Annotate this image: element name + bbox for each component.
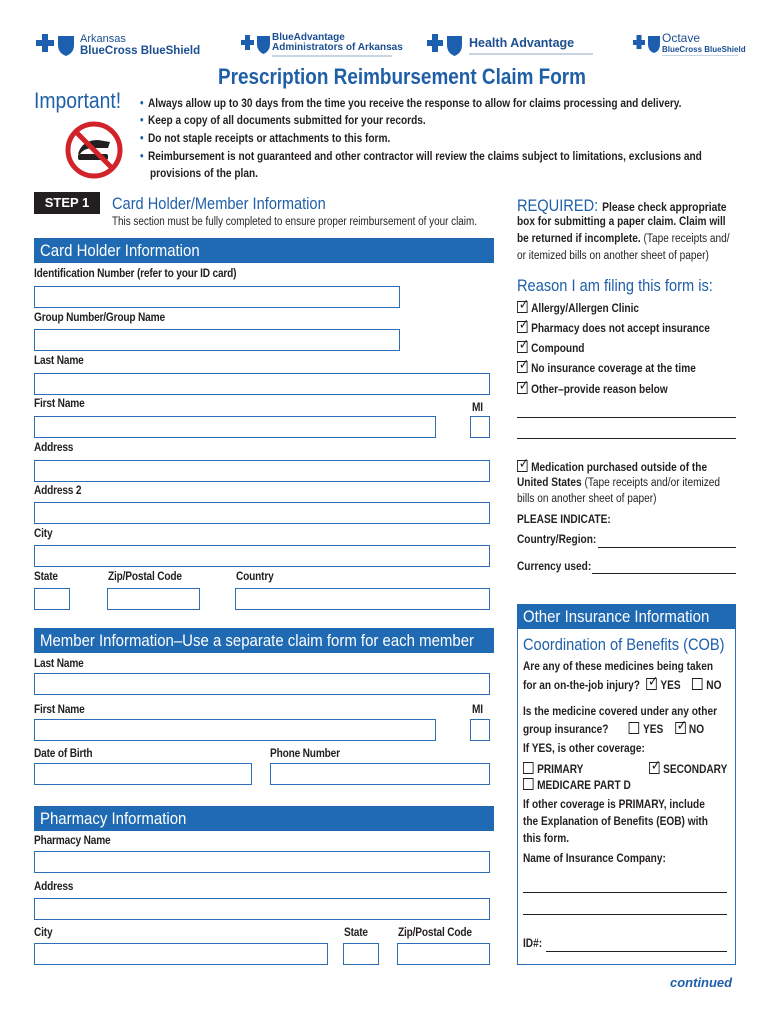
pharmacy-name-field[interactable] bbox=[34, 851, 490, 873]
important-bullet: • Do not staple receipts or attachments to this form. bbox=[140, 133, 390, 145]
reasons-heading: Reason I am filing this form is: bbox=[517, 276, 713, 295]
insurance-company-label: Name of Insurance Company: bbox=[523, 853, 666, 865]
cob-note: the Explanation of Benefits (EOB) with bbox=[523, 816, 708, 828]
q3-text: If YES, is other coverage: bbox=[523, 743, 645, 755]
pharmacy-header bbox=[34, 806, 494, 831]
required-text: box for submitting a paper claim. Claim will bbox=[517, 216, 726, 228]
checkbox-icon[interactable] bbox=[517, 361, 528, 373]
required-text: Please check appropriate bbox=[602, 200, 727, 214]
cross-shield-icon bbox=[632, 34, 662, 56]
dob-field[interactable] bbox=[34, 763, 252, 785]
pharmacy-name-label: Pharmacy Name bbox=[34, 835, 111, 847]
reason-no-coverage[interactable] bbox=[517, 361, 696, 375]
step-heading: Card Holder/Member Information bbox=[112, 194, 326, 213]
checkbox-icon[interactable] bbox=[649, 762, 660, 774]
insurance-company-line[interactable] bbox=[523, 914, 727, 915]
required-text: or itemized bills on another sheet of paper) bbox=[517, 250, 709, 262]
checkbox-icon[interactable] bbox=[517, 341, 528, 353]
required-text-line3 bbox=[517, 233, 730, 245]
section-title: Other Insurance Information bbox=[523, 607, 710, 626]
step-badge bbox=[34, 192, 100, 214]
q2-text: group insurance? bbox=[523, 724, 609, 736]
reason-compound[interactable] bbox=[517, 341, 584, 355]
member-last-name-field[interactable] bbox=[34, 673, 490, 695]
page-title: Prescription Reimbursement Claim Form bbox=[218, 64, 586, 89]
logo-health-advantage bbox=[426, 30, 596, 60]
reason-label: United States bbox=[517, 477, 582, 489]
first-name-field[interactable] bbox=[34, 416, 436, 438]
q2-no-label: NO bbox=[688, 724, 705, 736]
checkbox-icon[interactable] bbox=[646, 678, 657, 690]
pharmacy-city-label: City bbox=[34, 927, 53, 939]
other-reason-line[interactable] bbox=[517, 438, 736, 439]
reason-note: bills on another sheet of paper) bbox=[517, 493, 657, 505]
country-field[interactable] bbox=[235, 588, 490, 610]
first-name-label: First Name bbox=[34, 398, 85, 410]
last-name-field[interactable] bbox=[34, 373, 490, 395]
reason-label: Medication purchased outside of the bbox=[531, 462, 708, 474]
cob-heading: Coordination of Benefits (COB) bbox=[523, 635, 725, 654]
checkbox-icon[interactable] bbox=[629, 722, 640, 734]
pharmacy-city-field[interactable] bbox=[34, 943, 328, 965]
section-title: Pharmacy Information bbox=[40, 809, 187, 828]
pharmacy-zip-field[interactable] bbox=[397, 943, 490, 965]
cob-note: If other coverage is PRIMARY, include bbox=[523, 799, 705, 811]
checkbox-icon[interactable] bbox=[517, 321, 528, 333]
q1-row bbox=[523, 678, 721, 692]
checkbox-icon[interactable] bbox=[523, 778, 534, 790]
step-label: STEP 1 bbox=[44, 195, 90, 210]
reason-label: Allergy/Allergen Clinic bbox=[531, 303, 640, 315]
city-field[interactable] bbox=[34, 545, 490, 567]
pharmacy-state-label: State bbox=[344, 927, 368, 939]
pharmacy-state-field[interactable] bbox=[343, 943, 379, 965]
reason-label: Compound bbox=[531, 343, 585, 355]
state-label: State bbox=[34, 571, 58, 583]
primary-label: PRIMARY bbox=[537, 764, 584, 776]
q1-no-label: NO bbox=[706, 680, 722, 692]
insurance-id-label: ID#: bbox=[523, 938, 543, 950]
address-label: Address bbox=[34, 442, 74, 454]
logo-line: Arkansas bbox=[80, 33, 126, 45]
reason-pharmacy[interactable] bbox=[517, 321, 710, 335]
zip-label: Zip/Postal Code bbox=[108, 571, 182, 583]
logo-line: BlueCross BlueShield bbox=[80, 45, 201, 57]
secondary-label: SECONDARY bbox=[663, 764, 728, 776]
secondary-option[interactable] bbox=[649, 762, 727, 776]
q1-text: for an on-the-job injury? bbox=[523, 680, 640, 692]
logo-line: BlueAdvantage bbox=[272, 32, 345, 43]
required-text: (Tape receipts and/ bbox=[643, 233, 730, 245]
pharmacy-address-field[interactable] bbox=[34, 898, 490, 920]
phone-label: Phone Number bbox=[270, 748, 340, 760]
reason-allergy[interactable] bbox=[517, 301, 639, 315]
cross-shield-icon bbox=[34, 34, 78, 56]
important-bullet: • Always allow up to 30 days from the time you receive the response to allow for claims processing and delivery. bbox=[140, 98, 681, 110]
reason-label: No insurance coverage at the time bbox=[531, 363, 696, 375]
member-header bbox=[34, 628, 494, 653]
address-field[interactable] bbox=[34, 460, 490, 482]
required-text: be returned if incomplete. bbox=[517, 233, 641, 245]
group-label: Group Number/Group Name bbox=[34, 312, 165, 324]
reason-outside-us[interactable] bbox=[517, 460, 707, 474]
mi-label: MI bbox=[472, 402, 483, 414]
step-subtext: This section must be fully completed to ensure proper reimbursement of your claim. bbox=[112, 216, 477, 228]
state-field[interactable] bbox=[34, 588, 70, 610]
q1-yes-label: YES bbox=[660, 680, 681, 692]
logo-octave bbox=[632, 30, 746, 60]
reason-label: Other–provide reason below bbox=[531, 384, 668, 396]
required-block bbox=[517, 196, 727, 216]
please-indicate: PLEASE INDICATE: bbox=[517, 514, 611, 526]
checkbox-icon[interactable] bbox=[517, 382, 528, 394]
logo-abcbs bbox=[34, 30, 204, 60]
dob-label: Date of Birth bbox=[34, 748, 93, 760]
zip-field[interactable] bbox=[107, 588, 200, 610]
logo-line: Administrators of Arkansas bbox=[272, 42, 403, 53]
member-first-name-field[interactable] bbox=[34, 719, 436, 741]
member-mi-label: MI bbox=[472, 704, 483, 716]
cross-shield-icon bbox=[426, 34, 466, 56]
checkbox-icon[interactable] bbox=[523, 762, 534, 774]
other-reason-line[interactable] bbox=[517, 417, 736, 418]
city-label: City bbox=[34, 528, 53, 540]
medicare-label: MEDICARE PART D bbox=[537, 780, 631, 792]
logo-line: Health Advantage bbox=[469, 36, 575, 50]
important-bullet: • Reimbursement is not guaranteed and other contractor will review the claims subject to limitations, exclusions and bbox=[140, 151, 702, 163]
pharmacy-address-label: Address bbox=[34, 881, 74, 893]
mi-field[interactable] bbox=[470, 416, 490, 438]
logo-fineprint bbox=[469, 53, 593, 55]
cob-note: this form. bbox=[523, 833, 570, 845]
currency-line[interactable] bbox=[592, 573, 736, 574]
logo-blueadvantage bbox=[240, 30, 403, 60]
important-bullet-continued: provisions of the plan. bbox=[150, 168, 258, 180]
q2-yes-label: YES bbox=[642, 724, 664, 736]
reason-label: Pharmacy does not accept insurance bbox=[531, 323, 710, 335]
reason-note: (Tape receipts and/or itemized bbox=[584, 477, 721, 489]
primary-option[interactable] bbox=[523, 762, 583, 776]
member-first-name-label: First Name bbox=[34, 704, 85, 716]
cross-shield-icon bbox=[240, 34, 272, 56]
country-label: Country bbox=[236, 571, 274, 583]
checkbox-icon[interactable] bbox=[517, 460, 528, 472]
required-heading: REQUIRED: bbox=[517, 196, 599, 215]
checkbox-icon[interactable] bbox=[675, 722, 686, 734]
id-number-field[interactable] bbox=[34, 286, 400, 308]
member-last-name-label: Last Name bbox=[34, 658, 84, 670]
other-insurance-header bbox=[517, 604, 736, 629]
phone-field[interactable] bbox=[270, 763, 490, 785]
id-number-label: Identification Number (refer to your ID card) bbox=[34, 268, 237, 280]
address2-label: Address 2 bbox=[34, 485, 82, 497]
no-stapler-icon bbox=[64, 120, 124, 180]
continued-label: continued bbox=[670, 975, 733, 990]
section-title: Card Holder Information bbox=[40, 241, 200, 260]
medicare-option[interactable] bbox=[523, 778, 631, 792]
q2-row bbox=[523, 722, 704, 736]
logo-fineprint bbox=[272, 55, 392, 57]
important-label: Important! bbox=[34, 88, 122, 113]
checkbox-icon[interactable] bbox=[517, 301, 528, 313]
group-field[interactable] bbox=[34, 329, 400, 351]
outside-us-line2 bbox=[517, 477, 720, 489]
important-bullet: • Keep a copy of all documents submitted for your records. bbox=[140, 115, 426, 127]
logo-line: Octave bbox=[662, 31, 701, 45]
q1-text: Are any of these medicines being taken bbox=[523, 661, 714, 673]
card-holder-header bbox=[34, 238, 494, 263]
logo-line: BlueCross BlueShield bbox=[662, 45, 746, 54]
currency-label: Currency used: bbox=[517, 561, 592, 573]
q2-text: Is the medicine covered under any other bbox=[523, 706, 718, 718]
insurance-company-line[interactable] bbox=[523, 892, 727, 893]
section-title: Member Information–Use a separate claim form for each member bbox=[40, 631, 475, 650]
country-region-label: Country/Region: bbox=[517, 534, 597, 546]
logo-fineprint bbox=[662, 55, 738, 56]
pharmacy-zip-label: Zip/Postal Code bbox=[398, 927, 472, 939]
insurance-id-line[interactable] bbox=[546, 951, 727, 952]
address2-field[interactable] bbox=[34, 502, 490, 524]
checkbox-icon[interactable] bbox=[692, 678, 703, 690]
last-name-label: Last Name bbox=[34, 355, 84, 367]
reason-other[interactable] bbox=[517, 382, 668, 396]
member-mi-field[interactable] bbox=[470, 719, 490, 741]
country-region-line[interactable] bbox=[598, 547, 736, 548]
